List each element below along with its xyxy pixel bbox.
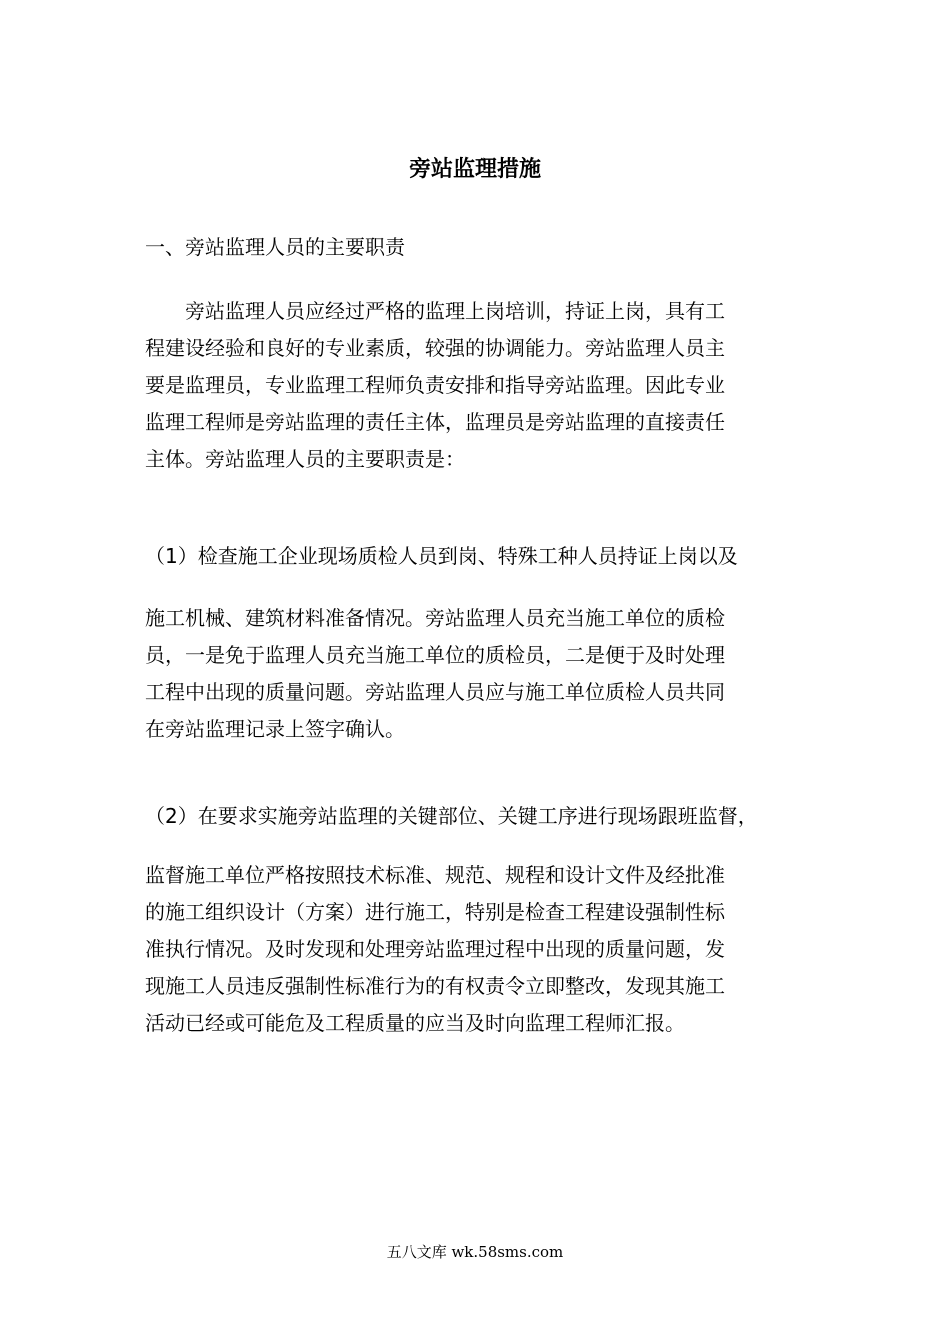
paragraph-line: 工程中出现的质量问题。旁站监理人员应与施工单位质检人员共同 — [145, 680, 725, 704]
paragraph-line: 要是监理员，专业监理工程师负责安排和指导旁站监理。因此专业 — [145, 373, 725, 397]
duty-item-1-body — [145, 600, 725, 748]
duty-item-2-heading — [145, 798, 758, 835]
paragraph-line: 旁站监理人员应经过严格的监理上岗培训，持证上岗，具有工 — [145, 299, 725, 323]
duty-item-1-heading — [145, 538, 738, 575]
paragraph-line: 施工机械、建筑材料准备情况。旁站监理人员充当施工单位的质检 — [145, 606, 725, 630]
document-title: 旁站监理措施 — [408, 157, 541, 182]
duty-item-2-body — [145, 857, 725, 1042]
paragraph-line: 主体。旁站监理人员的主要职责是： — [145, 447, 465, 471]
paragraph-line: 监理工程师是旁站监理的责任主体，监理员是旁站监理的直接责任 — [145, 410, 725, 434]
paragraph-line: （1）检查施工企业现场质检人员到岗、特殊工种人员持证上岗以及 — [145, 544, 738, 568]
paragraph-line: （2）在要求实施旁站监理的关键部位、关键工序进行现场跟班监督， — [145, 804, 758, 828]
paragraph-line: 程建设经验和良好的专业素质，较强的协调能力。旁站监理人员主 — [145, 336, 725, 360]
page-footer: 五八文库 wk.58sms.com — [386, 1243, 564, 1261]
paragraph-line: 准执行情况。及时发现和处理旁站监理过程中出现的质量问题，发 — [145, 937, 725, 961]
paragraph-line: 员，一是免于监理人员充当施工单位的质检员，二是便于及时处理 — [145, 643, 725, 667]
paragraph-line: 现施工人员违反强制性标准行为的有权责令立即整改，发现其施工 — [145, 974, 725, 998]
paragraph-intro — [145, 293, 725, 478]
paragraph-line: 活动已经或可能危及工程质量的应当及时向监理工程师汇报。 — [145, 1011, 685, 1035]
paragraph-line: 监督施工单位严格按照技术标准、规范、规程和设计文件及经批准 — [145, 863, 725, 887]
section-heading: 一、旁站监理人员的主要职责 — [145, 235, 405, 259]
paragraph-line: 在旁站监理记录上签字确认。 — [145, 717, 405, 741]
paragraph-line: 的施工组织设计（方案）进行施工，特别是检查工程建设强制性标 — [145, 900, 725, 924]
